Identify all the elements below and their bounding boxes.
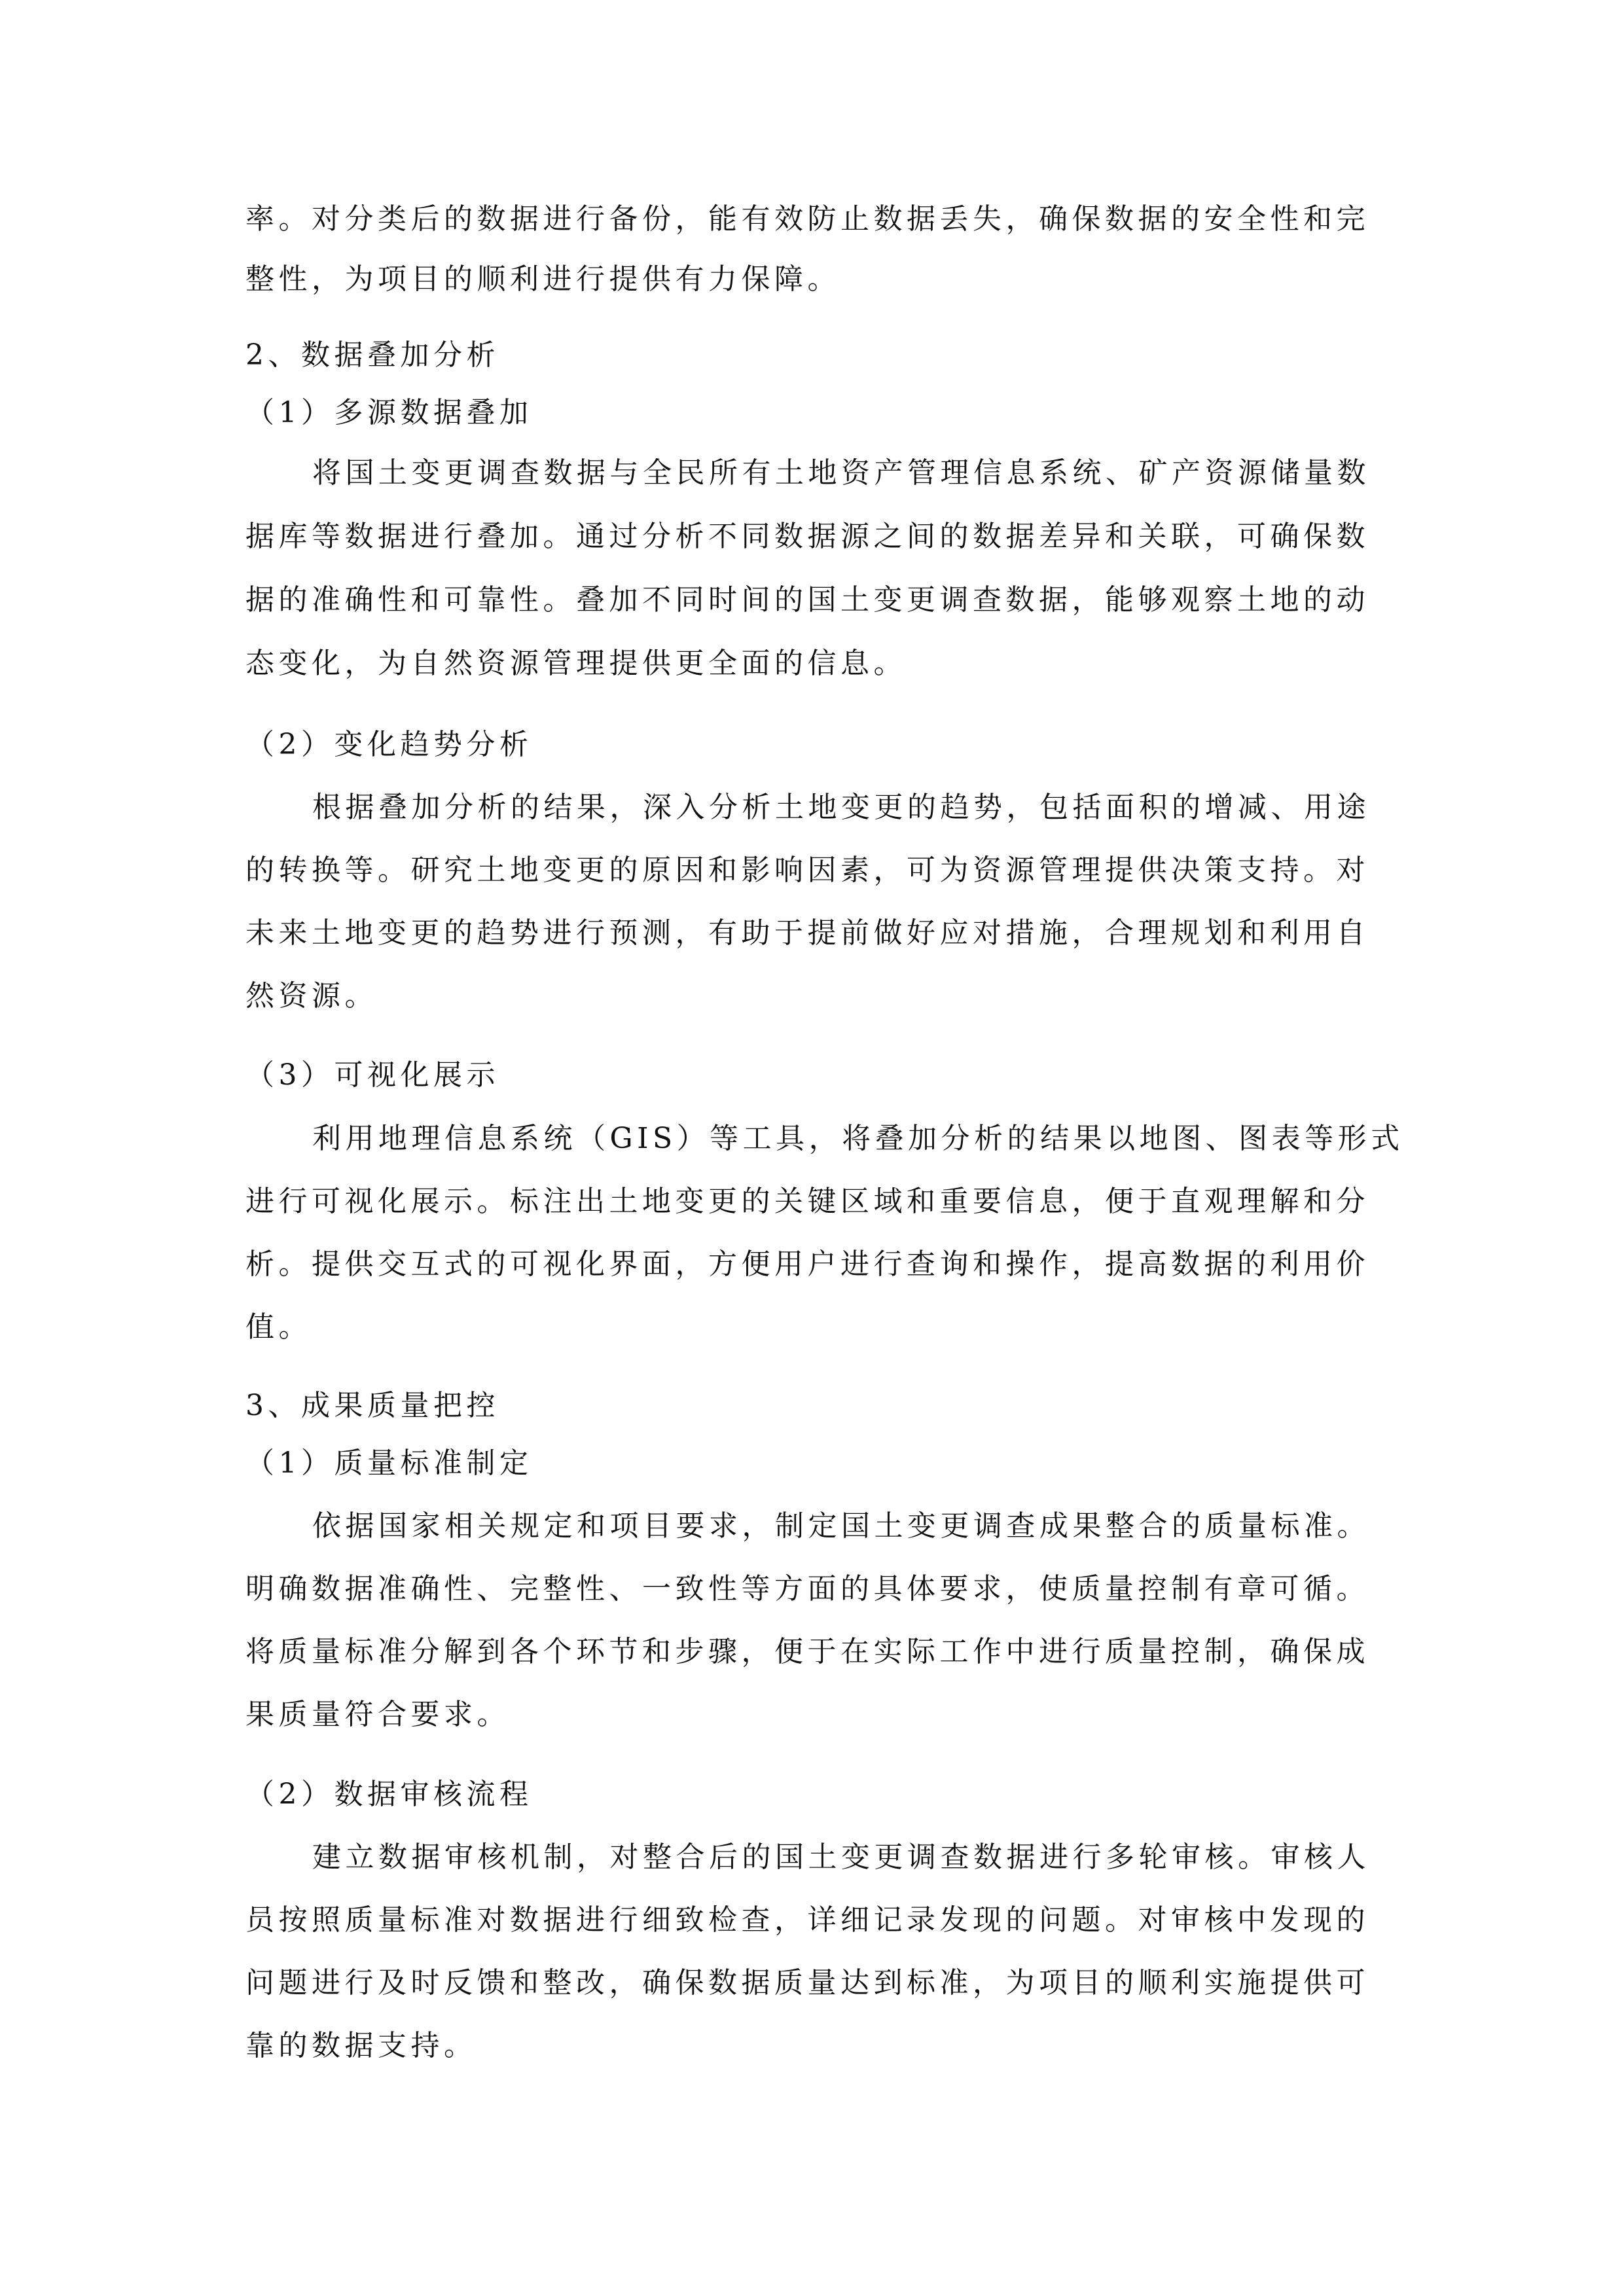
body-line: 利用地理信息系统（GIS）等工具，将叠加分析的结果以地图、图表等形式	[312, 1122, 1404, 1155]
body-line: 的转换等。研究土地变更的原因和影响因素，可为资源管理提供决策支持。对	[245, 853, 1369, 887]
body-line: 明确数据准确性、完整性、一致性等方面的具体要求，使质量控制有章可循。	[245, 1572, 1369, 1605]
subsection-heading: （1）多源数据叠加	[245, 396, 533, 429]
body-line: 据的准确性和可靠性。叠加不同时间的国土变更调查数据，能够观察土地的动	[245, 583, 1369, 617]
body-line: 值。	[245, 1310, 312, 1344]
section-heading: 2、数据叠加分析	[245, 338, 499, 372]
body-line: 未来土地变更的趋势进行预测，有助于提前做好应对措施，合理规划和利用自	[245, 916, 1369, 950]
body-line: 整性，为项目的顺利进行提供有力保障。	[245, 262, 840, 296]
body-line: 根据叠加分析的结果，深入分析土地变更的趋势，包括面积的增减、用途	[312, 791, 1370, 824]
section-heading: 3、成果质量把控	[245, 1389, 499, 1422]
body-line: 然资源。	[245, 979, 378, 1013]
subsection-heading: （2）数据审核流程	[245, 1778, 533, 1811]
subsection-heading: （1）质量标准制定	[245, 1446, 533, 1480]
body-line: 将质量标准分解到各个环节和步骤，便于在实际工作中进行质量控制，确保成	[245, 1635, 1369, 1668]
body-line: 率。对分类后的数据进行备份，能有效防止数据丢失，确保数据的安全性和完	[245, 202, 1369, 236]
body-line: 果质量符合要求。	[245, 1698, 510, 1731]
body-line: 态变化，为自然资源管理提供更全面的信息。	[245, 647, 907, 680]
body-line: 建立数据审核机制，对整合后的国土变更调查数据进行多轮审核。审核人	[312, 1840, 1370, 1874]
subsection-heading: （3）可视化展示	[245, 1058, 499, 1092]
body-line: 依据国家相关规定和项目要求，制定国土变更调查成果整合的质量标准。	[312, 1509, 1370, 1543]
body-line: 析。提供交互式的可视化界面，方便用户进行查询和操作，提高数据的利用价	[245, 1247, 1369, 1281]
subsection-heading: （2）变化趋势分析	[245, 728, 533, 761]
body-line: 进行可视化展示。标注出土地变更的关键区域和重要信息，便于直观理解和分	[245, 1185, 1369, 1218]
body-line: 问题进行及时反馈和整改，确保数据质量达到标准，为项目的顺利实施提供可	[245, 1966, 1369, 2000]
body-line: 据库等数据进行叠加。通过分析不同数据源之间的数据差异和关联，可确保数	[245, 520, 1369, 553]
body-line: 员按照质量标准对数据进行细致检查，详细记录发现的问题。对审核中发现的	[245, 1903, 1369, 1937]
body-line: 将国土变更调查数据与全民所有土地资产管理信息系统、矿产资源储量数	[312, 456, 1370, 490]
body-line: 靠的数据支持。	[245, 2029, 477, 2062]
